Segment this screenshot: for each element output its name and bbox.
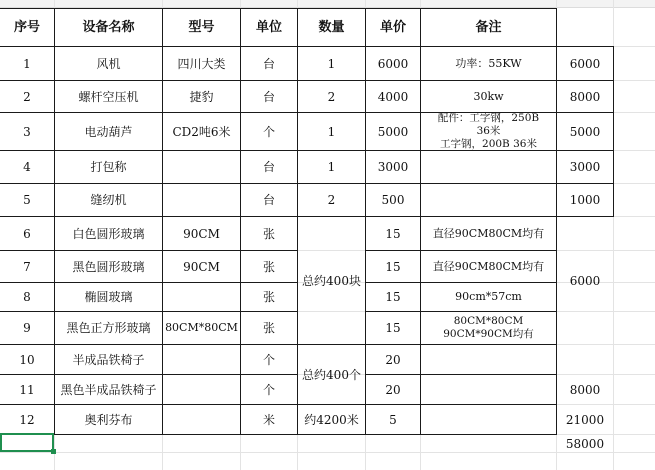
cell-unit[interactable]: 米: [262, 412, 275, 427]
cell-no[interactable]: 4: [23, 160, 31, 174]
cell-price[interactable]: 4000: [377, 89, 409, 104]
merged-chair-qty[interactable]: 总约400个: [302, 367, 361, 382]
cell-unit[interactable]: 台: [262, 89, 275, 104]
cell-no[interactable]: 11: [19, 382, 35, 397]
cell-model[interactable]: CD2吨6米: [172, 124, 231, 139]
cell-total[interactable]: 6000: [569, 56, 601, 71]
cell-no[interactable]: 6: [23, 226, 31, 241]
selected-cell[interactable]: [0, 433, 54, 452]
cell-no[interactable]: 9: [23, 321, 31, 335]
cell-name[interactable]: 奥利芬布: [84, 412, 133, 427]
cell-price[interactable]: 15: [385, 226, 401, 241]
cell-price[interactable]: 5000: [377, 124, 409, 139]
merged-glass-qty[interactable]: 总约400块: [302, 273, 361, 288]
cell-qty[interactable]: 1: [327, 124, 336, 139]
cell-model[interactable]: 90CM: [183, 259, 220, 274]
cell-no[interactable]: 10: [19, 352, 35, 367]
merged-chair-total[interactable]: 8000: [569, 382, 601, 397]
cell-total[interactable]: 3000: [569, 160, 601, 174]
cell-price[interactable]: 20: [385, 352, 401, 367]
cell-name[interactable]: 椭圆玻璃: [84, 290, 133, 304]
cell-price[interactable]: 20: [385, 382, 401, 397]
cell-name[interactable]: 黑色圆形玻璃: [72, 259, 145, 274]
cell-unit[interactable]: 个: [262, 352, 275, 367]
cell-no[interactable]: 5: [23, 193, 31, 207]
header-note[interactable]: 备注: [475, 19, 502, 35]
note-line: 工字钢，200B 36米: [440, 138, 537, 150]
cell-model[interactable]: 四川大类: [177, 56, 226, 71]
cell-price[interactable]: 6000: [377, 56, 409, 71]
cell-unit[interactable]: 台: [262, 56, 275, 71]
cell-no[interactable]: 3: [23, 124, 31, 139]
cell-qty[interactable]: 2: [327, 89, 336, 104]
cell-total[interactable]: 1000: [569, 193, 601, 207]
cell-note[interactable]: 功率：55KW: [455, 56, 522, 70]
cell-price[interactable]: 3000: [377, 160, 409, 174]
note-line: 36米: [476, 125, 501, 137]
cell-note[interactable]: [421, 312, 556, 344]
cell-note[interactable]: 30kw: [473, 89, 504, 103]
cell-name[interactable]: 螺杆空压机: [78, 89, 139, 104]
grand-total-cell[interactable]: 58000: [565, 436, 605, 451]
cell-no[interactable]: 1: [23, 56, 31, 71]
note-line: 配件：工字钢，250B: [437, 112, 540, 124]
cell-name[interactable]: 半成品铁椅子: [72, 352, 145, 367]
cell-qty[interactable]: 2: [327, 193, 336, 207]
cell-total[interactable]: 5000: [569, 124, 601, 139]
cell-model[interactable]: 80CM*80CM: [165, 321, 238, 334]
cell-price[interactable]: 15: [385, 321, 401, 335]
cell-name[interactable]: 电动葫芦: [84, 124, 133, 139]
cell-note[interactable]: 直径90CM80CM均有: [432, 226, 545, 240]
note-line: 90CM*90CM均有: [443, 328, 534, 340]
cell-name[interactable]: 缝纫机: [90, 193, 127, 207]
cell-unit[interactable]: 张: [262, 290, 275, 304]
merged-glass-total[interactable]: 6000: [569, 273, 601, 288]
cell-price[interactable]: 15: [385, 290, 401, 304]
cell-price[interactable]: 15: [385, 259, 401, 274]
cell-total[interactable]: 21000: [565, 412, 605, 427]
cell-no[interactable]: 12: [19, 412, 35, 427]
cell-name[interactable]: 白色圆形玻璃: [72, 226, 145, 241]
cell-qty[interactable]: 约4200米: [304, 412, 359, 427]
cell-unit[interactable]: 台: [262, 193, 275, 207]
cell-no[interactable]: 2: [23, 89, 31, 104]
cell-name[interactable]: 打包称: [90, 160, 127, 174]
header-name[interactable]: 设备名称: [82, 19, 135, 35]
cell-note[interactable]: 直径90CM80CM均有: [432, 259, 545, 273]
header-unit[interactable]: 单位: [255, 19, 282, 35]
header-price[interactable]: 单价: [379, 19, 406, 35]
cell-qty[interactable]: 1: [327, 160, 336, 174]
cell-model[interactable]: 捷豹: [189, 89, 214, 104]
cell-name[interactable]: 风机: [96, 56, 121, 71]
cell-name[interactable]: 黑色正方形玻璃: [66, 321, 151, 335]
header-qty[interactable]: 数量: [318, 19, 345, 35]
cell-name[interactable]: 黑色半成品铁椅子: [60, 382, 157, 397]
cell-total[interactable]: 8000: [569, 89, 601, 104]
header-model[interactable]: 型号: [188, 19, 215, 35]
cell-unit[interactable]: 个: [262, 124, 275, 139]
cell-unit[interactable]: 台: [262, 160, 275, 174]
note-line: 80CM*80CM: [453, 315, 524, 327]
cell-price[interactable]: 5: [389, 412, 397, 427]
cell-price[interactable]: 500: [381, 193, 405, 207]
cell-model[interactable]: 90CM: [183, 226, 220, 241]
cell-no[interactable]: 8: [23, 290, 31, 304]
cell-qty[interactable]: 1: [327, 56, 336, 71]
cell-unit[interactable]: 张: [262, 226, 275, 241]
cell-note[interactable]: [421, 113, 556, 150]
cell-unit[interactable]: 个: [262, 382, 275, 397]
header-seq[interactable]: 序号: [13, 19, 40, 35]
cell-unit[interactable]: 张: [262, 259, 275, 274]
cell-unit[interactable]: 张: [262, 321, 275, 335]
cell-note[interactable]: 90cm*57cm: [455, 290, 522, 303]
cell-no[interactable]: 7: [23, 259, 31, 274]
